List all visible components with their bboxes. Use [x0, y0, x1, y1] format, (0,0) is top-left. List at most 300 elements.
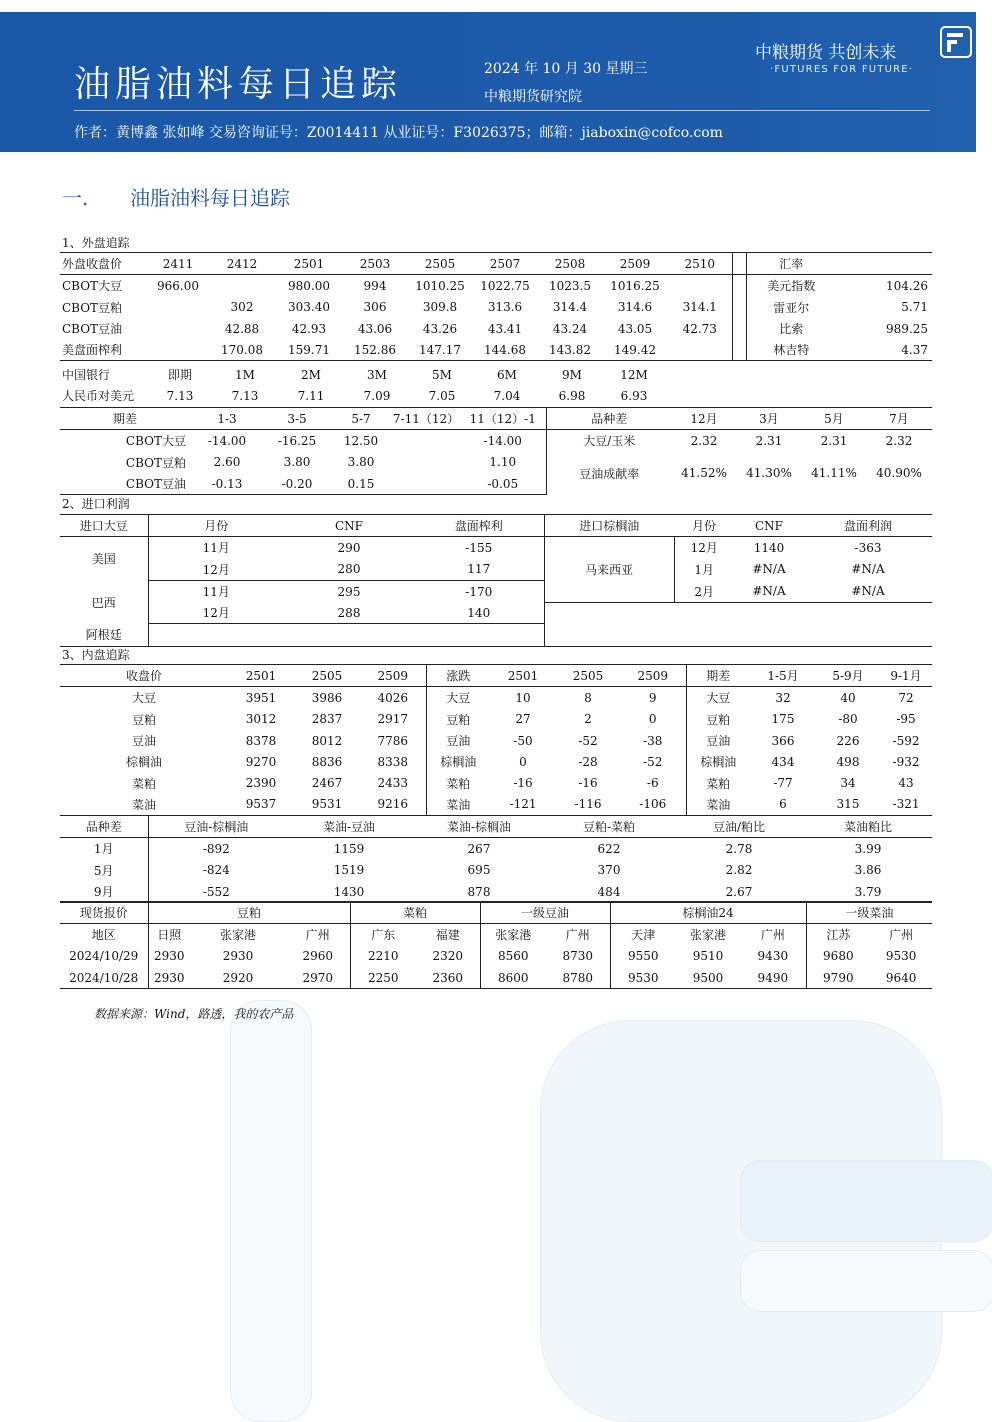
table-cell: 313.6 [487, 300, 523, 315]
table-cell: 豆油 [706, 734, 731, 749]
table-cell: 外盘收盘价 [60, 253, 148, 275]
table-cell: 比索 [779, 322, 804, 337]
table-cell: 1-3 [190, 408, 264, 430]
table-cell: 5M [432, 367, 452, 382]
table-cell: 2505 [556, 665, 620, 687]
table-cell: 9640 [870, 967, 932, 989]
table-cell: 2360 [416, 967, 480, 989]
import-profit-table [60, 514, 932, 647]
table-cell: 2509 [360, 665, 426, 687]
table-cell: 菜油 [686, 794, 750, 816]
table-cell: 43.06 [357, 321, 393, 336]
variety-spread-table [60, 815, 932, 903]
table-cell: 2510 [668, 253, 732, 275]
table-cell: 226 [836, 733, 860, 748]
domestic-close-table [60, 664, 932, 816]
table-cell: 1519 [333, 863, 365, 878]
table-cell: -28 [578, 754, 598, 769]
table-cell: 966.00 [157, 278, 199, 293]
brand-slogan: ·FUTURES FOR FUTURE· [770, 64, 914, 75]
table-cell [732, 253, 746, 275]
table-cell: 1M [235, 367, 255, 382]
table-cell: 2250 [350, 967, 416, 989]
background-shape [740, 1160, 992, 1242]
table-cell: 3.79 [804, 881, 932, 903]
table-cell: 9月 [60, 881, 148, 903]
table-cell: 11（12）-1 [460, 408, 546, 430]
table-cell: 月份 [148, 515, 284, 537]
table-row [60, 902, 932, 924]
table-cell: 品种差 [546, 408, 672, 430]
table-cell: -14.00 [207, 433, 247, 448]
table-cell: 雷亚尔 [773, 300, 810, 315]
table-cell: 0 [519, 754, 527, 769]
table-row [60, 794, 932, 816]
table-cell [732, 275, 746, 297]
table-cell: 菜粕 [350, 902, 480, 924]
table-cell: 295 [337, 584, 361, 599]
table-cell: 月份 [674, 515, 734, 537]
table-cell: 878 [414, 881, 544, 903]
table-cell: 41.30% [746, 466, 792, 481]
table-cell: 0.15 [330, 473, 392, 495]
table-cell: -116 [556, 794, 620, 816]
table-cell: 涨跌 [426, 665, 490, 687]
table-cell: 豆油 [131, 734, 156, 749]
table-cell: 7.11 [278, 385, 344, 407]
table-cell: 5月 [60, 860, 148, 881]
table-cell: 27 [515, 712, 531, 727]
table-row [60, 687, 932, 709]
table-cell: 40.90% [876, 466, 922, 481]
table-row [60, 580, 932, 602]
table-cell: 张家港 [690, 928, 727, 943]
table-cell: 中国银行 [62, 368, 111, 383]
table-cell: 302 [230, 300, 254, 315]
table-cell: 1140 [753, 540, 785, 555]
table-cell: 菜油 [426, 794, 490, 816]
table-cell: 2917 [360, 709, 426, 730]
table-row [60, 665, 932, 687]
background-shape [740, 1250, 992, 1312]
company-logo-icon [940, 26, 972, 58]
table-cell: 1022.75 [480, 278, 530, 293]
table-cell [836, 253, 932, 275]
table-cell: 天津 [631, 928, 656, 943]
table-cell: 3月 [736, 408, 802, 430]
table-cell: -321 [880, 794, 932, 816]
table-cell: 2501 [490, 665, 556, 687]
table-cell: 豆粕 [148, 902, 350, 924]
table-cell: 622 [597, 841, 621, 856]
background-shape [230, 1000, 312, 1422]
table-cell: 菜粕 [446, 776, 471, 791]
table-cell: 2.31 [755, 433, 783, 448]
table-cell: 9500 [676, 967, 740, 989]
table-cell: 日照 [157, 928, 182, 943]
table-cell: 12月 [672, 408, 736, 430]
table-cell: 马来西亚 [544, 537, 674, 602]
table-cell: 豆粕-菜粕 [544, 816, 674, 838]
table-cell: #N/A [752, 562, 786, 577]
table-cell: 1016.25 [610, 278, 660, 293]
table-cell: 品种差 [60, 816, 148, 838]
spot-price-table [60, 901, 932, 989]
subsection-label-import: 2、进口利润 [62, 497, 130, 511]
table-cell: 12.50 [343, 433, 379, 448]
table-cell: 2509 [620, 665, 686, 687]
table-cell: 43.41 [487, 321, 523, 336]
table-cell: 2.32 [885, 433, 913, 448]
author-line: 作者：黄博鑫 张如峰 交易咨询证号：Z0014411 从业证号：F3026375；邮箱：jiaboxin@cofco.com [74, 125, 723, 141]
table-cell: 2 [584, 712, 592, 727]
table-row [60, 772, 932, 793]
table-cell: 2M [301, 367, 321, 382]
table-cell [148, 318, 208, 339]
table-cell: -932 [892, 754, 920, 769]
table-cell: 大豆 [706, 691, 731, 706]
table-cell [414, 624, 544, 646]
table-cell: 3012 [245, 712, 277, 727]
table-cell: 2412 [208, 253, 276, 275]
table-cell: 8600 [480, 967, 546, 989]
table-cell: 370 [597, 863, 621, 878]
spread-table [60, 407, 932, 495]
table-cell: 2.82 [725, 863, 753, 878]
table-cell: 2320 [416, 946, 480, 967]
table-cell: 2.60 [213, 455, 241, 470]
table-cell: -95 [896, 712, 916, 727]
table-cell: 3.86 [854, 863, 882, 878]
subsection-label-domestic: 3、内盘追踪 [62, 648, 130, 662]
table-cell: CNF [734, 515, 804, 537]
table-cell [392, 473, 460, 495]
table-cell: 8012 [311, 733, 343, 748]
table-cell: 豆油/粕比 [674, 816, 804, 838]
table-cell: 巴西 [60, 580, 148, 624]
table-row [60, 318, 932, 339]
table-cell: 进口棕榈油 [544, 515, 674, 537]
table-cell: 2024/10/29 [60, 946, 148, 967]
table-cell: 175 [771, 712, 795, 727]
table-cell: 2210 [368, 949, 399, 964]
table-cell: 72 [898, 690, 914, 705]
table-cell: #N/A [734, 580, 804, 602]
data-source-note: 数据来源：Wind，路透，我的农产品 [94, 1007, 294, 1021]
table-cell: 2505 [408, 253, 472, 275]
table-cell: 盘面榨利 [414, 515, 544, 537]
table-cell: -14.00 [460, 430, 546, 452]
table-cell: 267 [467, 841, 491, 856]
table-cell: 7.04 [474, 385, 540, 407]
table-cell: 9216 [360, 794, 426, 816]
table-cell: -6 [620, 772, 686, 793]
table-cell: 43.05 [617, 321, 653, 336]
table-cell: 菜油-棕榈油 [414, 816, 544, 838]
table-cell: 147.17 [408, 339, 472, 361]
table-cell: 地区 [60, 924, 148, 946]
table-cell: 9680 [823, 949, 854, 964]
table-row [60, 430, 932, 452]
table-cell: 菜粕 [706, 776, 731, 791]
table-cell: 豆油成献率 [579, 466, 640, 481]
table-cell: 8338 [360, 751, 426, 772]
table-cell: 8 [584, 690, 592, 705]
table-cell: -16.25 [277, 433, 317, 448]
table-cell: 3.80 [283, 455, 311, 470]
table-cell: #N/A [851, 562, 885, 577]
table-cell: 盘面利润 [804, 515, 932, 537]
table-cell: 2390 [245, 776, 277, 791]
table-cell: 张家港 [495, 928, 532, 943]
table-cell: -77 [773, 776, 793, 791]
table-cell: 即期 [167, 368, 192, 383]
table-cell: 9537 [228, 794, 294, 816]
table-cell: 豆油-棕榈油 [148, 816, 284, 838]
table-cell: 2837 [311, 712, 343, 727]
table-cell: 2507 [472, 253, 538, 275]
table-cell: 42.73 [668, 318, 732, 339]
table-cell: 4.37 [836, 339, 932, 361]
table-cell: 7.09 [344, 385, 410, 407]
table-cell: 棕榈油 [125, 755, 162, 770]
table-row [60, 253, 932, 275]
table-cell: 美元指数 [767, 279, 816, 294]
table-cell: 288 [284, 602, 414, 624]
table-cell: 2024/10/28 [60, 967, 148, 989]
table-cell: 434 [771, 754, 795, 769]
table-row [60, 709, 932, 730]
table-cell: 8836 [311, 754, 343, 769]
table-cell: -0.13 [190, 473, 264, 495]
table-cell: 3.80 [347, 455, 375, 470]
table-cell [208, 275, 276, 297]
table-cell: 43.24 [552, 321, 588, 336]
table-row [60, 624, 932, 646]
table-cell: 9530 [885, 949, 917, 964]
table-cell: 1月 [694, 562, 715, 577]
table-cell: 498 [836, 754, 860, 769]
table-row [60, 838, 932, 860]
table-cell: CNF [284, 515, 414, 537]
table-cell: 104.26 [886, 278, 928, 293]
table-row [60, 275, 932, 297]
table-cell [392, 452, 460, 473]
boc-fx-table [60, 364, 664, 408]
table-cell: 280 [284, 559, 414, 581]
table-cell: 695 [467, 863, 491, 878]
table-cell: 994 [363, 278, 387, 293]
table-cell: 一级豆油 [480, 902, 610, 924]
table-row [60, 751, 932, 772]
table-cell: -0.20 [264, 473, 330, 495]
table-row [60, 860, 932, 881]
subsection-label-outer: 1、外盘追踪 [62, 236, 130, 250]
table-cell: -50 [513, 733, 533, 748]
table-row [60, 297, 932, 318]
table-cell: 1月 [60, 838, 148, 860]
table-cell: -121 [490, 794, 556, 816]
table-cell: 2.31 [820, 433, 848, 448]
table-cell: 菜油粕比 [804, 816, 932, 838]
table-cell [148, 297, 208, 318]
table-cell: 117 [414, 559, 544, 581]
table-cell: 9430 [740, 946, 806, 967]
table-cell: 2930 [153, 949, 185, 964]
table-cell: 9 [620, 687, 686, 709]
table-cell: 广东 [371, 928, 396, 943]
table-cell: 7.05 [410, 385, 474, 407]
table-cell: 2505 [294, 665, 360, 687]
table-cell: 2.67 [674, 881, 804, 903]
table-cell: -552 [148, 881, 284, 903]
table-cell: 9550 [628, 949, 659, 964]
table-cell: 9-1月 [880, 665, 932, 687]
table-cell: 32 [775, 690, 791, 705]
table-cell: 3-5 [264, 408, 330, 430]
table-cell: 306 [363, 300, 387, 315]
table-cell: 9510 [692, 949, 724, 964]
table-cell: 菜油 [60, 794, 228, 816]
table-cell: 140 [414, 602, 544, 624]
table-cell: 5月 [802, 408, 866, 430]
table-cell: -892 [202, 841, 230, 856]
table-cell: CBOT豆油 [62, 322, 123, 337]
table-cell: 1023.5 [549, 278, 591, 293]
table-cell: 366 [771, 733, 795, 748]
table-cell: 期差 [60, 408, 190, 430]
table-cell: 1-5月 [750, 665, 816, 687]
table-cell: 棕榈油24 [610, 902, 806, 924]
table-cell: 12M [620, 367, 648, 382]
table-cell: 1010.25 [415, 278, 465, 293]
report-org: 中粮期货研究院 [484, 89, 582, 105]
table-cell: 5-7 [330, 408, 392, 430]
table-cell [148, 624, 284, 646]
table-cell: 棕榈油 [440, 755, 477, 770]
table-cell: 170.08 [208, 339, 276, 361]
table-cell: -16 [578, 776, 598, 791]
report-date: 2024 年 10 月 30 星期三 [484, 61, 648, 77]
table-cell: CBOT大豆 [62, 279, 123, 294]
table-cell [392, 430, 460, 452]
table-cell: 12月 [148, 559, 284, 581]
table-cell: 42.93 [291, 321, 327, 336]
table-cell: 人民币对美元 [60, 385, 148, 407]
table-cell: 9M [562, 367, 582, 382]
section-heading [62, 182, 290, 211]
report-title: 油脂油料每日追踪 [74, 64, 403, 105]
table-cell: 42.88 [224, 321, 260, 336]
table-cell: 8780 [546, 967, 610, 989]
table-cell: 315 [816, 794, 880, 816]
brand-name: 中粮期货 共创未来 [755, 43, 897, 63]
table-cell: 豆粕 [131, 712, 156, 727]
table-cell: 7月 [866, 408, 932, 430]
table-cell: 美盘面榨利 [60, 339, 148, 361]
table-cell: 收盘价 [60, 665, 228, 687]
table-row [60, 408, 932, 430]
table-cell: 7.13 [148, 385, 212, 407]
table-cell: CBOT豆粕 [62, 300, 123, 315]
table-cell: 12月 [690, 541, 718, 556]
table-cell: 4026 [360, 687, 426, 709]
table-cell: #N/A [804, 580, 932, 602]
section-number: 一. [62, 186, 89, 210]
table-cell: 棕榈油 [700, 755, 737, 770]
table-cell: 303.40 [288, 300, 330, 315]
table-row [60, 537, 932, 559]
table-cell: CBOT豆粕 [125, 455, 186, 470]
table-cell: 菜油-豆油 [284, 816, 414, 838]
table-cell: 6.98 [540, 385, 604, 407]
table-cell: 2433 [360, 772, 426, 793]
table-cell: -592 [892, 733, 920, 748]
table-cell: 2503 [342, 253, 408, 275]
table-cell: 10 [515, 690, 531, 705]
table-cell: 2.32 [690, 433, 718, 448]
table-cell: 314.6 [617, 300, 653, 315]
table-cell: -38 [620, 730, 686, 751]
table-row [60, 364, 664, 385]
table-cell: 一级菜油 [806, 902, 932, 924]
table-cell: 9790 [806, 967, 870, 989]
table-cell: 福建 [416, 924, 480, 946]
table-cell: 152.86 [342, 339, 408, 361]
table-cell: 广州 [889, 928, 914, 943]
table-cell: 149.42 [602, 339, 668, 361]
table-cell: -0.05 [460, 473, 546, 495]
table-cell: 大豆 [131, 691, 156, 706]
table-cell: 0 [620, 709, 686, 730]
table-cell: 11月 [202, 541, 230, 556]
table-cell: 41.11% [811, 466, 857, 481]
table-cell: 40 [840, 690, 856, 705]
table-cell: 广州 [286, 924, 350, 946]
table-cell: 2930 [148, 967, 190, 989]
table-cell [284, 624, 414, 646]
table-cell: CBOT大豆 [125, 434, 186, 449]
table-cell: 2509 [602, 253, 668, 275]
table-row [60, 339, 932, 361]
table-cell: 张家港 [219, 928, 256, 943]
table-cell: 2960 [286, 946, 350, 967]
table-cell: 8560 [498, 949, 529, 964]
table-cell: 9490 [740, 967, 806, 989]
table-cell: 大豆/玉米 [583, 434, 636, 449]
table-cell: 309.8 [422, 300, 458, 315]
table-cell: -52 [578, 733, 598, 748]
table-cell: 大豆 [446, 691, 471, 706]
table-cell: 8730 [546, 946, 610, 967]
table-cell: 41.52% [681, 466, 727, 481]
table-cell: 9531 [294, 794, 360, 816]
table-cell [732, 297, 746, 318]
table-row [60, 816, 932, 838]
section-title: 油脂油料每日追踪 [130, 186, 290, 210]
table-cell: 1430 [284, 881, 414, 903]
table-cell: 144.68 [472, 339, 538, 361]
table-cell: 12月 [148, 602, 284, 624]
table-cell: -363 [854, 540, 882, 555]
table-cell: 菜粕 [131, 776, 156, 791]
table-cell: CBOT豆油 [60, 473, 190, 495]
table-cell: 2411 [148, 253, 208, 275]
table-cell: 2501 [228, 665, 294, 687]
table-cell: 期差 [686, 665, 750, 687]
table-cell: 989.25 [886, 321, 928, 336]
table-cell: 2467 [311, 776, 343, 791]
